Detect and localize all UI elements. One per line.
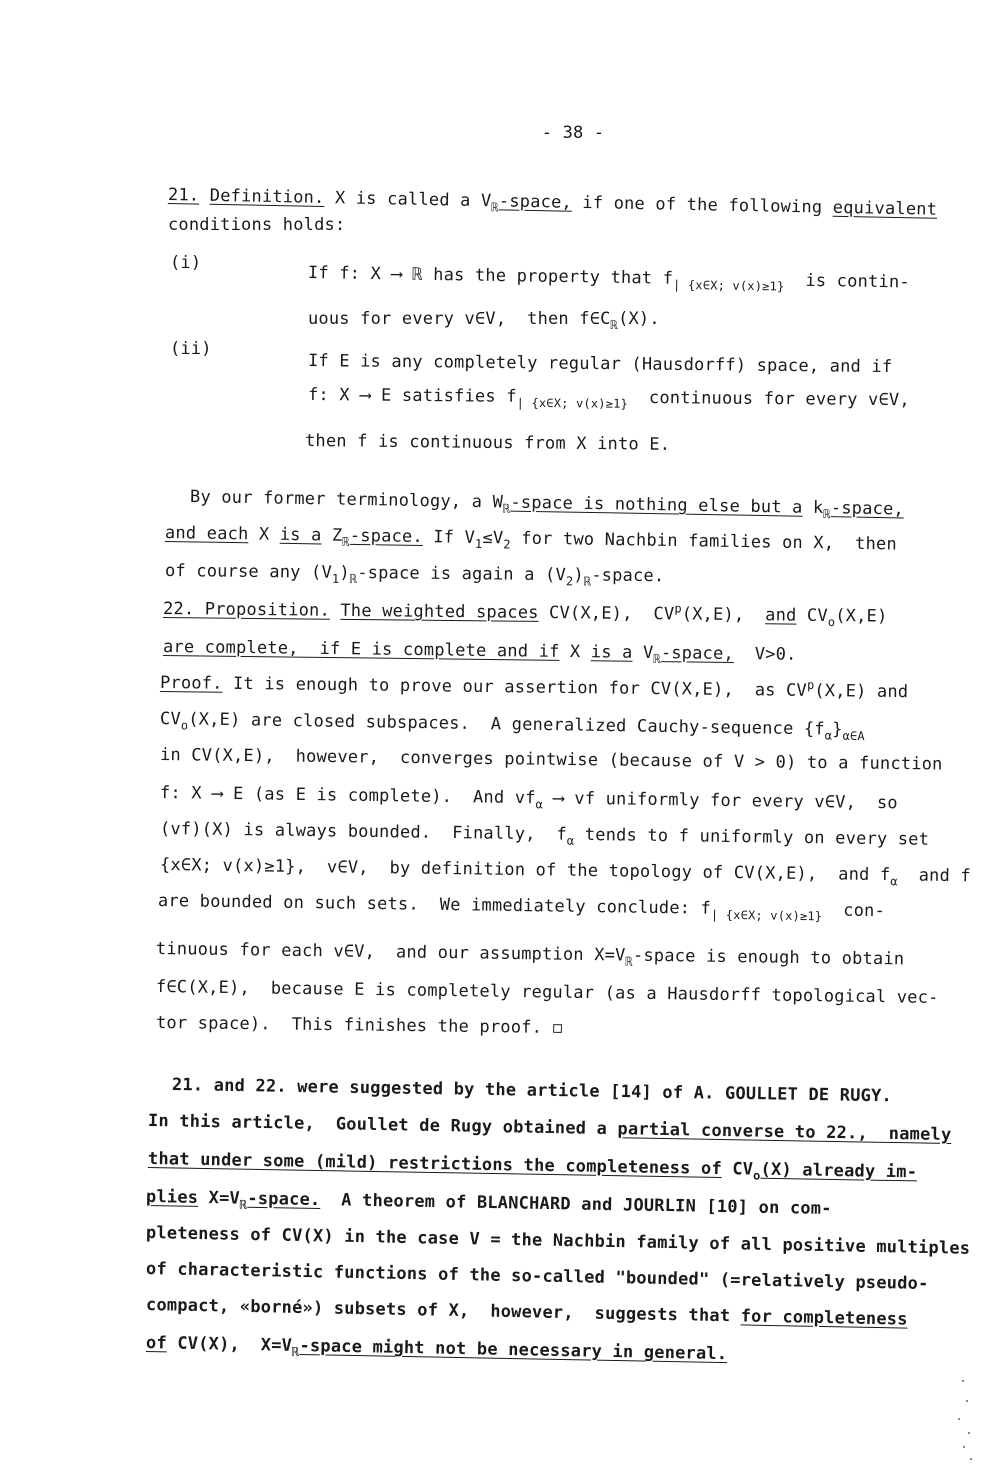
page-number: - 38 - — [541, 123, 605, 143]
para-goullet-line-1: 21. and 22. were suggested by the article [14] of A. GOULLET DE RUGY. — [171, 1075, 893, 1107]
para-goullet-line-8: of CV(X), $X=V_ℝ$-space might not be necessary in general. — [145, 1333, 728, 1365]
para-goullet-line-3: that under some (mild) restrictions the completeness of $CV_o(X)$ already im- — [147, 1149, 918, 1183]
condition-ii-line-3: then f is continuous from X into E. — [304, 431, 671, 455]
proof-line-1: Proof. It is enough to prove our assertion for CV(X,E), as $CV^p(X,E)$ and — [159, 673, 909, 703]
para-terminology-line-2: and each X is a $Z_ℝ$-space. If $V_1\le V_2$ for two Nachbin families on X, then — [164, 523, 898, 555]
para-goullet-line-2: In this article, Goullet de Rugy obtained a partial converse to 22., namely — [147, 1111, 952, 1146]
proof-line-6: {x∈X; v(x)≥1}, v∈V, by definition of the topology of CV(X,E), and $f_\alpha$ and f — [159, 855, 972, 889]
condition-ii-label: (ii) — [170, 339, 212, 359]
proof-line-2: $CV_o(X,E)$ are closed subspaces. A generalized Cauchy-sequence $\{f_\alpha\}_{\alpha\in A}$ — [159, 709, 865, 744]
proof-line-7: are bounded on such sets. We immediately conclude: $f_{| \{x\in X; v(x)\ge 1\}}$ con- — [157, 891, 886, 924]
condition-i-line-1: If f: X ⟶ ℝ has the property that $f_{| \{x\in X; v(x)\ge 1\}}$ is contin- — [307, 263, 910, 294]
para-goullet-line-7: compact, «borné») subsets of X, however, suggests that for completeness — [145, 1295, 908, 1330]
definition-21-line-1: 21. Definition. X is called a $V_ℝ$-space, if one of the following equivalent — [167, 185, 938, 220]
para-goullet-line-5: pleteness of CV(X) in the case V = the Nachbin family of all positive multiples — [145, 1223, 971, 1259]
definition-21-line-2: conditions holds: — [168, 215, 346, 235]
proof-line-8: tinuous for each v∈V, and our assumption $X=V_ℝ$-space is enough to obtain — [155, 939, 905, 970]
proof-line-3: in CV(X,E), however, converges pointwise (because of V > 0) to a function — [159, 745, 943, 775]
para-goullet-line-6: of characteristic functions of the so-called "bounded" (=relatively pseudo- — [145, 1259, 929, 1295]
para-goullet-line-4: plies $X=V_ℝ$-space. A theorem of BLANCHARD and JOURLIN [10] on com- — [145, 1187, 832, 1219]
condition-ii-line-1: If E is any completely regular (Hausdorff) space, and if — [307, 351, 893, 378]
condition-i-line-2: uous for every v∈V, then $f\in C_ℝ(X)$. — [308, 309, 660, 332]
para-terminology-line-3: of course any $(V_1)_ℝ$-space is again a $(V_2)_ℝ$-space. — [164, 561, 665, 589]
condition-ii-line-2: f: X ⟶ E satisfies $f_{| \{x\in X; v(x)\ge 1\}}$ continuous for every v∈V, — [307, 385, 910, 411]
proposition-22-line-1: 22. Proposition. The weighted spaces CV(X,E), $CV^p(X,E)$, and $CV_o(X,E)$ — [162, 599, 888, 630]
proof-line-9: f∈C(X,E), because E is completely regular (as a Hausdorff topological vec- — [155, 977, 939, 1008]
para-terminology-line-1: By our former terminology, a $W_ℝ$-space is nothing else but a $k_ℝ$-space, — [189, 487, 905, 522]
proof-line-4: f: X ⟶ E (as E is complete). And $vf_\alpha$ ⟶ vf uniformly for every v∈V, so — [159, 783, 898, 814]
proposition-22-line-2: are complete, if E is complete and if X is a $V_ℝ$-space, V>0. — [162, 637, 797, 667]
proof-line-5: (vf)(X) is always bounded. Finally, $f_\alpha$ tends to f uniformly on every set — [159, 819, 930, 850]
condition-i-label: (i) — [170, 253, 202, 273]
proof-line-10: tor space). This finishes the proof. ◻ — [155, 1013, 564, 1038]
